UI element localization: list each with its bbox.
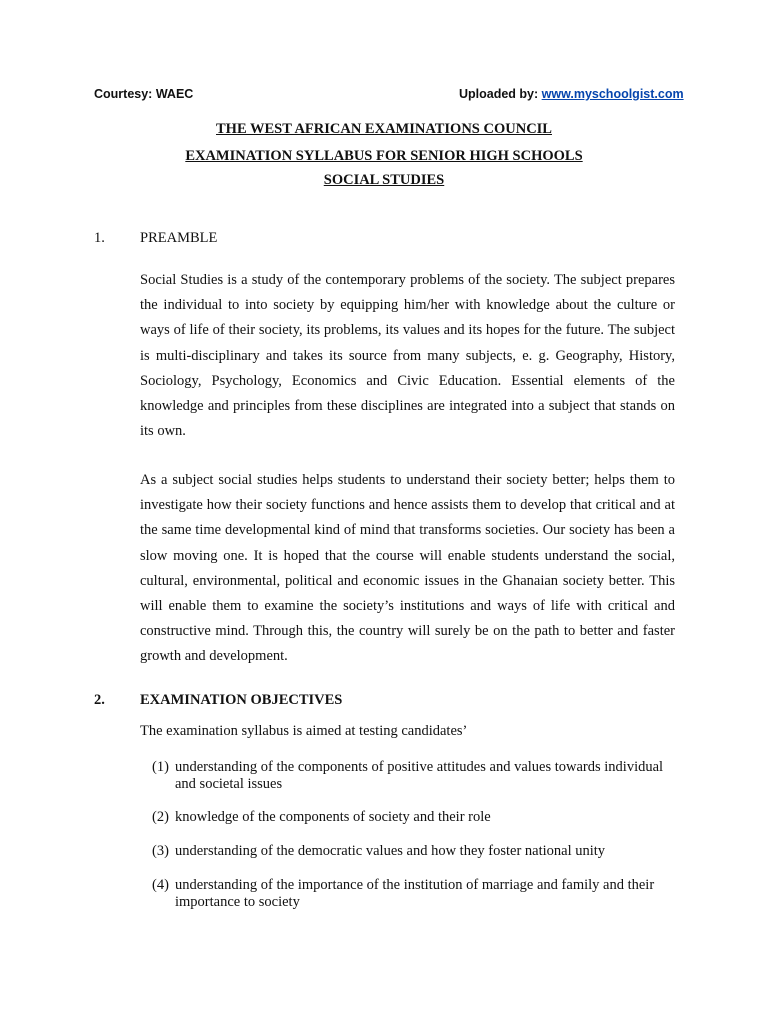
section-1-number: 1. — [94, 230, 105, 246]
uploader-link[interactable]: www.myschoolgist.com — [541, 87, 684, 101]
objective-number: (2) — [152, 809, 169, 825]
objective-text: understanding of the importance of the institution of marriage and family and their importance to society — [175, 877, 655, 910]
section-2-number: 2. — [94, 692, 105, 708]
subject-title: SOCIAL STUDIES — [323, 172, 445, 188]
section-1-title: PREAMBLE — [140, 230, 218, 246]
objective-text: knowledge of the components of society and their role — [175, 809, 491, 825]
objective-number: (3) — [152, 843, 169, 859]
objective-text: understanding of the components of positive attitudes and values towards individual and societal issues — [175, 759, 664, 792]
uploaded-by-label: Uploaded by: — [459, 87, 542, 101]
uploaded-by — [459, 87, 684, 101]
objective-number: (4) — [152, 877, 169, 893]
syllabus-title: EXAMINATION SYLLABUS FOR SENIOR HIGH SCHOOLS — [185, 148, 583, 164]
objective-text: understanding of the democratic values and how they foster national unity — [175, 843, 606, 859]
section-2-title: EXAMINATION OBJECTIVES — [140, 692, 343, 708]
preamble-paragraph-1: Social Studies is a study of the contemporary problems of the society. The subject prepares the individual to into society by equipping him/her with knowledge about the culture or ways of life of their society, its problems, its values and its hopes for the future. The subject is multi-disciplinary and takes its source from many subjects, e. g. Geography, History, Sociology, Psychology, Economics and Civic Education. Essential elements of the knowledge and principles from these disciplines are integrated into a subject that stands on its own. — [140, 272, 675, 440]
objective-item — [152, 877, 672, 911]
objectives-intro: The examination syllabus is aimed at testing candidates’ — [140, 723, 468, 739]
objective-item — [152, 759, 672, 793]
objective-item — [152, 809, 672, 826]
council-title: THE WEST AFRICAN EXAMINATIONS COUNCIL — [216, 121, 552, 137]
preamble-paragraph-2: As a subject social studies helps students to understand their society better; helps them to investigate how their society functions and hence assists them to develop that critical and at the same time developmental kind of mind that transforms societies. Our society has been a slow moving one. It is hoped that the course will enable students understand the social, cultural, environmental, political and economic issues in the Ghanaian society better. This will enable them to examine the society’s institutions and ways of life with critical and constructive mind. Through this, the country will surely be on the path to better and faster growth and development. — [140, 472, 675, 665]
courtesy-label: Courtesy: WAEC — [94, 87, 194, 101]
objective-item — [152, 843, 672, 860]
objective-number: (1) — [152, 759, 169, 775]
